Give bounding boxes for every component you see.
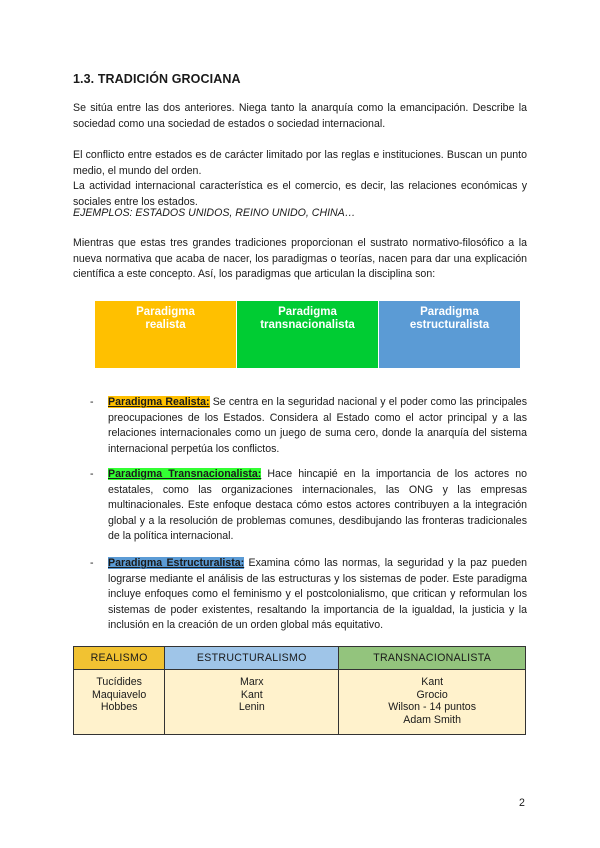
author-name: Tucídides — [96, 676, 142, 688]
bullet-transnacionalista — [108, 467, 527, 545]
table-cell-realismo — [74, 670, 165, 735]
table-header-row — [74, 647, 526, 670]
paragraph-examples: EJEMPLOS: ESTADOS UNIDOS, REINO UNIDO, CHINA… — [73, 207, 356, 219]
author-name: Kant — [240, 688, 263, 701]
paradigm-box-line1: Paradigma — [136, 306, 195, 318]
paradigm-box-line2: realista — [145, 319, 186, 331]
author-name: Marx — [240, 676, 264, 688]
paradigm-box-line1: Paradigma — [278, 306, 337, 318]
page-number: 2 — [519, 797, 525, 809]
paradigm-box-line2: estructuralista — [409, 319, 490, 331]
bullet-realista — [108, 395, 527, 457]
bullet-marker: - — [90, 557, 94, 569]
author-name: Wilson - 14 puntos — [388, 701, 477, 713]
author-name: Lenin — [238, 701, 265, 713]
bullet-text-estructuralista: Examina cómo las normas, la seguridad y la paz pueden lograrse mediante el análisis de las estructuras y los sistemas de poder. Este paradigma incluye enfoques como el feminismo y el postcolonialismo, que critican y reformulan los sistemas de poder existentes, resaltando la importancia de la igualdad, la justicia y la inclusión en la creación de un orden global más equitativo. — [108, 557, 527, 632]
paradigm-box-line1: Paradigma — [420, 306, 479, 318]
paragraph-conflict: El conflicto entre estados es de carácter limitado por las reglas e instituciones. Buscan un punto medio, el mundo del orden. — [73, 149, 527, 177]
table-header-estructuralismo: ESTRUCTURALISMO — [165, 647, 339, 670]
paragraph-intro: Se sitúa entre las dos anteriores. Niega tanto la anarquía como la emancipación. Describe la sociedad como una sociedad de estados o sociedad internacional. — [73, 102, 527, 130]
section-title: 1.3. TRADICIÓN GROCIANA — [73, 72, 241, 86]
bullet-text-transnacionalista: Hace hincapié en la importancia de los actores no estatales, como las organizaciones internacionales, las ONG y las empresas multinacionales. Este enfoque destaca cómo estos actores contribuyen a la integración global y a la resolución de problemas comunes, desdibujando las fronteras tradicionales de la política internacional. — [108, 468, 527, 543]
paradigm-box-estructuralista — [379, 301, 520, 368]
author-name: Adam Smith — [403, 713, 461, 726]
paradigm-box-realista — [95, 301, 236, 368]
table-header-transnacionalista: TRANSNACIONALISTA — [339, 647, 526, 670]
table-cell-estructuralismo — [165, 670, 339, 735]
paradigm-box-transnacionalista — [237, 301, 378, 368]
bullet-estructuralista — [108, 556, 527, 634]
paragraph-activity: La actividad internacional característica es el comercio, es decir, las relaciones económicas y sociales entre los estados. — [73, 180, 527, 208]
comparison-table — [73, 646, 526, 735]
author-name: Maquiavelo — [92, 688, 147, 701]
bullet-text-realista: Se centra en la seguridad nacional y el poder como las principales preocupaciones de los Estados. Considera al Estado como el actor principal y a las relaciones internacionales como un juego de suma cero, donde la anarquía del sistema internacional perpetúa los conflictos. — [108, 396, 527, 455]
table-cell-transnacionalista — [339, 670, 526, 735]
bullet-marker: - — [90, 468, 94, 480]
paragraph-paradigms-intro: Mientras que estas tres grandes tradiciones proporcionan el sustrato normativo-filosófico a la nueva normativa que acaba de nacer, los paradigmas o teorías, nacen para dar una explicación científica a este concepto. Así, los paradigmas que articulan la disciplina son: — [73, 237, 527, 281]
bullet-label-estructuralista: Paradigma Estructuralista: — [108, 557, 245, 569]
table-row — [74, 670, 526, 735]
bullet-marker: - — [90, 396, 94, 408]
table-header-realismo: REALISMO — [74, 647, 165, 670]
bullet-label-transnacionalista: Paradigma Transnacionalista: — [108, 468, 262, 480]
bullet-label-realista: Paradigma Realista: — [108, 396, 210, 408]
author-name: Grocio — [416, 688, 448, 701]
author-name: Kant — [421, 676, 444, 688]
author-name: Hobbes — [100, 701, 138, 713]
paradigm-box-line2: transnacionalista — [260, 319, 355, 331]
